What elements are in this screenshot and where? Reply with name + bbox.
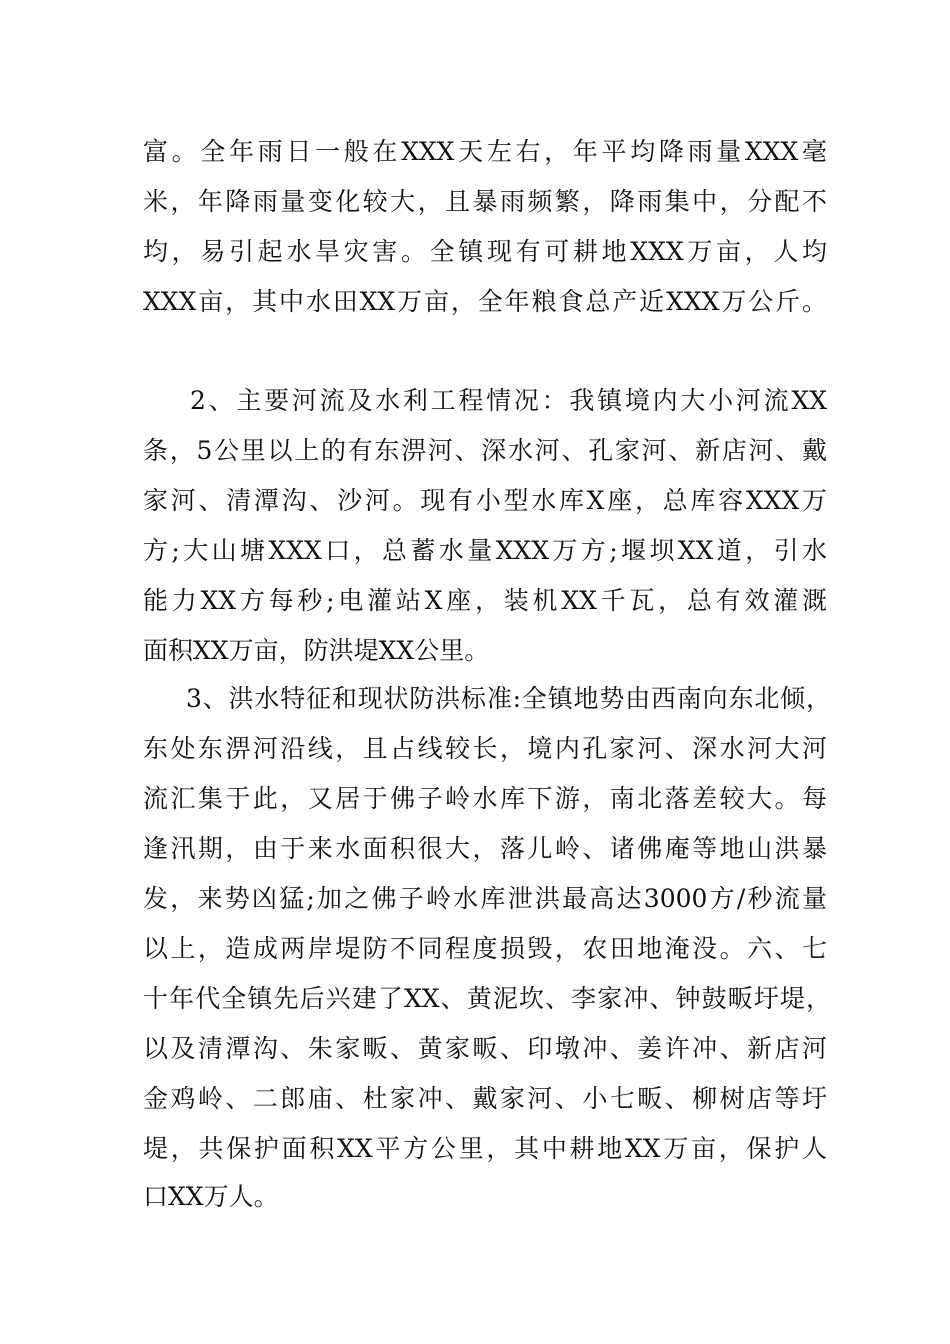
text-line: 发，来势凶猛;加之佛子岭水库泄洪最高达3000方/秒流量 <box>143 884 827 913</box>
text-line: 堤，共保护面积XX平方公里，其中耕地XX万亩，保护人 <box>143 1134 827 1163</box>
text-line: 均，易引起水旱灾害。全镇现有可耕地XXX万亩，人均 <box>143 237 827 266</box>
text-line: 以上，造成两岸堤防不同程度损毁，农田地淹没。六、七 <box>143 934 827 963</box>
text-line: 条，5公里以上的有东淠河、深水河、孔家河、新店河、戴 <box>143 436 827 465</box>
text-line: 逢汛期，由于来水面积很大，落儿岭、诸佛庵等地山洪暴 <box>143 834 827 863</box>
text-line: 富。全年雨日一般在XXX天左右，年平均降雨量XXX毫 <box>143 137 827 166</box>
text-line: 流汇集于此，又居于佛子岭水库下游，南北落差较大。每 <box>143 784 827 813</box>
text-line: 东处东淠河沿线，且占线较长，境内孔家河、深水河大河 <box>143 734 827 763</box>
text-line: 金鸡岭、二郎庙、杜家冲、戴家河、小七畈、柳树店等圩 <box>143 1084 827 1113</box>
text-line: 口XX万人。 <box>143 1182 279 1211</box>
text-line: 以及清潭沟、朱家畈、黄家畈、印墩冲、姜许冲、新店河 <box>143 1034 827 1063</box>
text-line: 能力XX方每秒;电灌站X座，装机XX千瓦，总有效灌溉 <box>143 586 827 615</box>
text-line: 3、洪水特征和现状防洪标准:全镇地势由西南向东北倾， <box>186 684 831 713</box>
text-line: 面积XX万亩，防洪堤XX公里。 <box>143 636 490 665</box>
text-line: 十年代全镇先后兴建了XX、黄泥坎、李家冲、钟鼓畈圩堤， <box>143 984 831 1013</box>
text-line: 方;大山塘XXX口，总蓄水量XXX万方;堰坝XX道，引水 <box>143 536 827 565</box>
text-line: 2、主要河流及水利工程情况：我镇境内大小河流XX <box>190 386 827 415</box>
text-line: 米，年降雨量变化较大，且暴雨频繁，降雨集中，分配不 <box>143 187 827 216</box>
text-line: XXX亩，其中水田XX万亩，全年粮食总产近XXX万公斤。 <box>143 287 827 316</box>
text-line: 家河、清潭沟、沙河。现有小型水库X座，总库容XXX万 <box>143 486 827 515</box>
